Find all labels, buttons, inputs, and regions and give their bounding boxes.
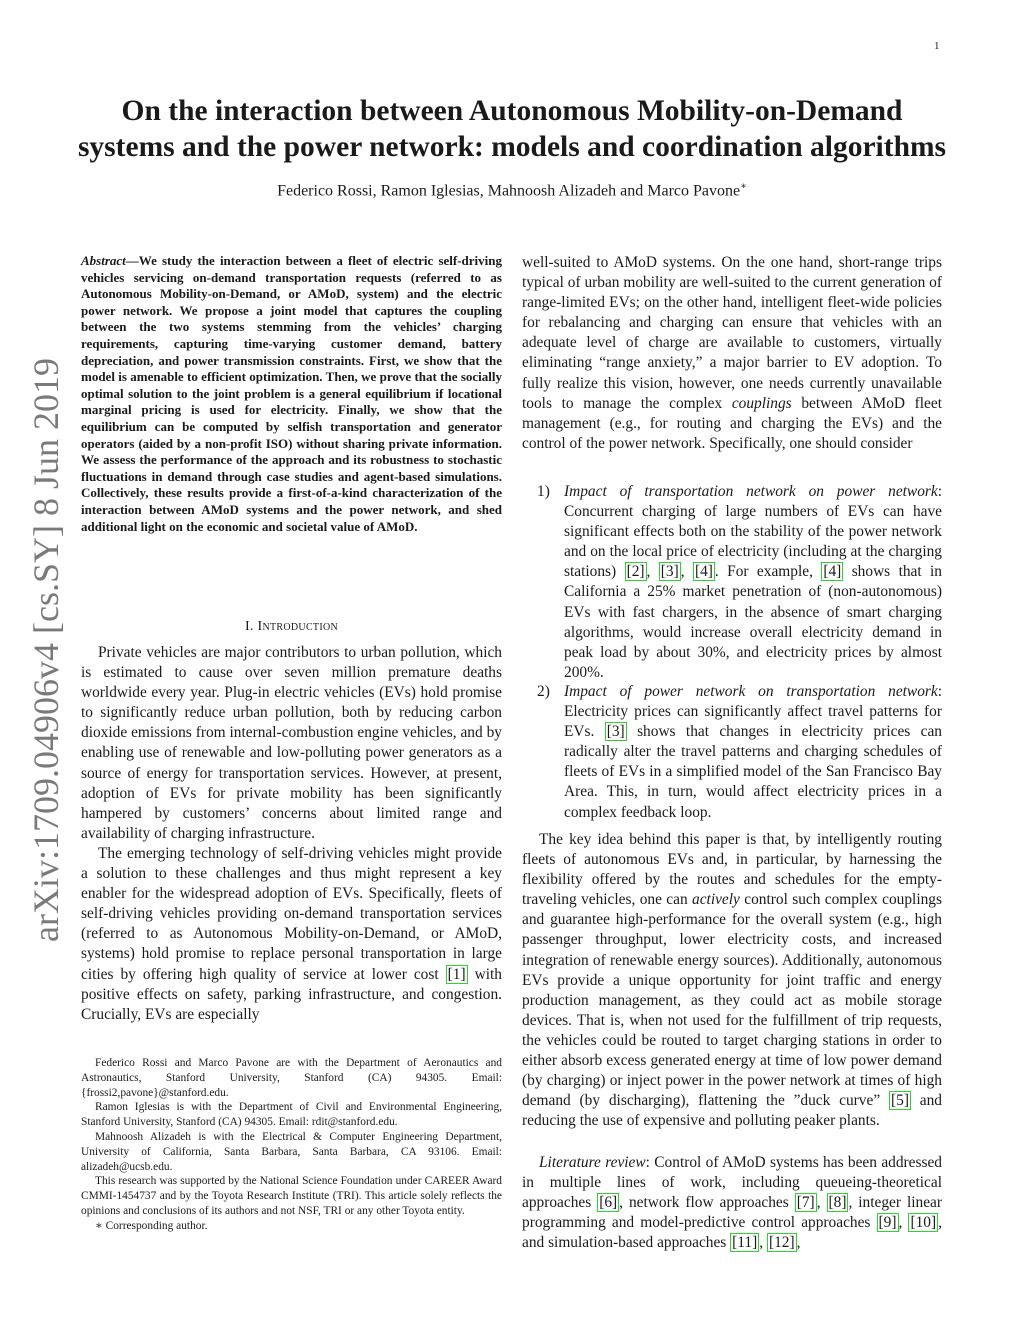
abstract-label: Abstract — [81, 253, 126, 268]
arxiv-stamp: arXiv:1709.04906v4 [cs.SY] 8 Jun 2019 — [26, 358, 66, 942]
footnote-4: This research was supported by the National Science Foundation under CAREER Award CMMI-1454737 and by the Toyota Research Institute (TRI). This article solely reflects the opinions and conclusions of its authors and not NSF, TRI or any other Toyota entity. — [81, 1175, 502, 1217]
list-item-1-text: Impact of transportation network on power network: Concurrent charging of large numbers of EVs can have significant effects both on the stability of the power network and on the local price of electricity (including at the charging stations) [2] , [3] , [4] . For example, [4] shows that in California a 25% market penetration of (non-autonomous) EVs with fast chargers, in the absence of smart charging algorithms, would increase overall electricity demand in peak load by about 30%, and electricity prices by almost 200%. — [564, 483, 943, 681]
list-item-2-part-b: shows that changes in electricity prices can radically alter the travel patterns and charging schedules of fleets of EVs in a simplified model of the San Francisco Bay Area. This, in turn, would affect electricity prices in a complex feedback loop. — [564, 723, 942, 821]
citation-link[interactable]: [4] — [694, 563, 713, 581]
list-item-2-part-a: : Electricity prices can significantly affect travel patterns for EVs. — [564, 683, 942, 741]
abstract — [81, 253, 502, 535]
title-line-1: On the interaction between Autonomous Mobility-on-Demand — [121, 95, 903, 127]
list-item-1-part-b: . For example, — [714, 563, 813, 581]
citation-link[interactable]: [3] — [606, 723, 625, 741]
abstract-dash: — — [125, 253, 139, 268]
footnote-corresponding — [81, 1219, 502, 1234]
intro-paragraph-1: Private vehicles are major contributors to urban pollution, which is estimated to cause over seven million premature deaths worldwide every year. Plug-in electric vehicles (EVs) hold promise to significantly reduce urban pollution, both by reducing carbon dioxide emissions from internal-combustion engine vehicles, and by enabling use of renewable and low-polluting power generators as a source of energy for transportation services. However, at present, adoption of EVs for private mobility has been significantly hampered by customers’ concerns about limited range and availability of charging infrastructure. — [81, 644, 502, 842]
right-p1-part-a: well-suited to AMoD systems. On the one hand, short-range trips typical of urban mobility are well-suited to the current generation of range-limited EVs; on the other hand, intelligent fleet-wide policies for rebalancing and charging can ensure that vehicles with an adequate level of charge are available to customers, virtually eliminating “range anxiety,” a major barrier to EV adoption. To fully realize this vision, however, one needs currently unavailable tools to manage the complex — [522, 254, 942, 412]
right-p2 — [522, 830, 942, 1131]
author-names: Federico Rossi, Ramon Iglesias, Mahnoosh Alizadeh and Marco Pavone — [277, 182, 741, 200]
list-item-1-part-a: : Concurrent charging of large numbers of EVs can have significant effects both on the stability of the power network and on the local price of electricity (including at the charging stations) — [564, 483, 942, 581]
footnote-mark: ∗ — [95, 1219, 103, 1232]
list-item-2-text — [564, 682, 942, 823]
footnote-corresponding-text: Corresponding author. — [105, 1219, 208, 1232]
lit-part-b: , network flow approaches — [619, 1194, 789, 1212]
citation-link[interactable]: [1] — [447, 965, 466, 983]
title-line-2: systems and the power network: models and coordination algorithms — [77, 131, 947, 163]
right-p2-part-c: and reducing the use of expensive and polluting peaker plants. — [522, 1092, 943, 1130]
right-p1 — [522, 253, 942, 454]
list-item-1-part-c: shows that in California a 25% market penetration of (non-autonomous) EVs with fast chargers, in the absence of smart charging algorithms, would increase overall electricity demand in peak load by about 30%, and electricity prices by almost 200%. — [564, 563, 943, 681]
literature-review-label: Literature review — [539, 1154, 646, 1171]
right-paragraph-2 — [522, 830, 942, 1131]
list-item-number: 1) — [537, 483, 550, 500]
section-heading-introduction: I. Introduction — [244, 619, 339, 634]
intro-p2-part-a: The emerging technology of self-driving vehicles might provide a solution to these challenges and thus might represent a key enabler for the widespread adoption of EVs. Specifically, fleets of self-driving vehicles providing on-demand transportation services (referred to as Autonomous Mobility-on-Demand, or AMoD, systems) hold promise to replace personal transportation in large cities by offering high quality of service at lower cost — [81, 844, 502, 983]
citation-link[interactable]: [12] — [768, 1234, 795, 1252]
citation-link[interactable]: [2] — [626, 563, 645, 581]
intro-p2-part-b: with positive effects on safety, parking infrastructure, and congestion. Crucially, EVs are especially — [81, 965, 502, 1023]
introduction-text — [81, 643, 502, 1025]
lit-part-d: , and simulation-based approaches — [522, 1214, 942, 1252]
citation-link[interactable]: [8] — [828, 1194, 847, 1212]
right-p2-part-b: control such complex couplings and guarantee high-performance for the overall system (e.g., high passenger throughput, lower electricity costs, and increased integration of renewable energy sources). Additionally, autonomous EVs provide a unique opportunity for joint traffic and energy production management, as they could act as mobile storage devices. That is, when not used for the fulfillment of trip requests, the vehicles could be routed to target charging stations in order to either absorb excess generated energy at time of low power demand (by charging) or inject power in the power network at times of high demand (by discharging), flattening the ”duck curve” — [522, 891, 942, 1110]
citation-link[interactable]: [6] — [599, 1194, 618, 1212]
footnote-1: Federico Rossi and Marco Pavone are with the Department of Aeronautics and Astronautics, Stanford University, Stanford (CA) 94305. Email: {frossi2,pavone}@stanford.edu. — [81, 1057, 502, 1099]
literature-review-paragraph — [522, 1153, 942, 1253]
right-p2-part-a: The key idea behind this paper is that, by intelligently routing fleets of autonomous EVs and, in particular, by harnessing the flexibility offered by the routes and schedules for the empty-traveling vehicles, one can — [522, 831, 942, 909]
literature-review: Literature review: Control of AMoD systems has been addressed in multiple lines of work, including queueing-theoretical approaches [6] , network flow approaches [7] , [8] , integer linear programming and model-predictive control approaches [9] , [10] , and simulation-based approaches [11] , [12] , — [522, 1154, 942, 1252]
citation-link[interactable]: [10] — [910, 1214, 937, 1232]
page-number: 1 — [934, 40, 940, 52]
lit-part-a: : Control of AMoD systems has been addressed in multiple lines of work, including queueing-theoretical approaches — [522, 1154, 942, 1212]
right-p1-emphasis: couplings — [731, 394, 792, 412]
corresponding-mark: ∗ — [740, 181, 747, 192]
footnotes — [81, 1056, 502, 1234]
citation-link[interactable]: [5] — [891, 1092, 909, 1110]
citation-link[interactable]: [3] — [660, 563, 679, 581]
right-p1-part-b: between AMoD fleet management (e.g., for routing and charging the EVs) and the control of the power network. Specifically, one should consider — [522, 394, 942, 452]
footnote-2: Ramon Iglesias is with the Department of Civil and Environmental Engineering, Stanford University, Stanford (CA) 94305. Email: rdit@stanford.edu. — [81, 1101, 502, 1129]
author-list — [60, 177, 964, 201]
right-p2-emphasis: actively — [692, 891, 740, 909]
citation-link[interactable]: [4] — [823, 563, 842, 581]
lit-part-c: , integer linear programming and model-predictive control approaches — [522, 1194, 942, 1232]
list-item-2-title: Impact of power network on transportation network — [564, 683, 938, 700]
list-item-number: 2) — [537, 683, 550, 700]
citation-link[interactable]: [11] — [732, 1234, 758, 1252]
abstract-text: We study the interaction between a fleet of electric self-driving vehicles servicing on-demand transportation requests (referred to as Autonomous Mobility-on-Demand, or AMoD, system) and the electric power network. We propose a joint model that captures the coupling between the two systems stemming from the vehicles’ charging requirements, capturing time-varying customer demand, battery depreciation, and power transmission constraints. First, we show that the model is amenable to efficient optimization. Then, we prove that the socially optimal solution to the joint problem is a general equilibrium if locational marginal pricing is used for electricity. Finally, we show that the equilibrium can be computed by selfish transportation and generator operators (aided by a non-profit ISO) without sharing private information. We assess the performance of the approach and its robustness to stochastic fluctuations in demand through case studies and agent-based simulations. Collectively, these results provide a first-of-a-kind characterization of the interaction between AMoD systems and the power network, and shed additional light on the economic and societal value of AMoD. — [81, 253, 502, 534]
right-paragraph-1 — [522, 253, 942, 454]
citation-link[interactable]: [9] — [878, 1214, 897, 1232]
list-item-1-title: Impact of transportation network on power network — [564, 483, 938, 500]
citation-link[interactable]: [7] — [796, 1194, 815, 1212]
paper-title — [60, 93, 964, 165]
intro-paragraph-2 — [81, 844, 502, 1025]
footnote-3: Mahnoosh Alizadeh is with the Electrical & Computer Engineering Department, University of California, Santa Barbara, Santa Barbara, CA 93106. Email: alizadeh@ucsb.edu. — [81, 1130, 502, 1173]
